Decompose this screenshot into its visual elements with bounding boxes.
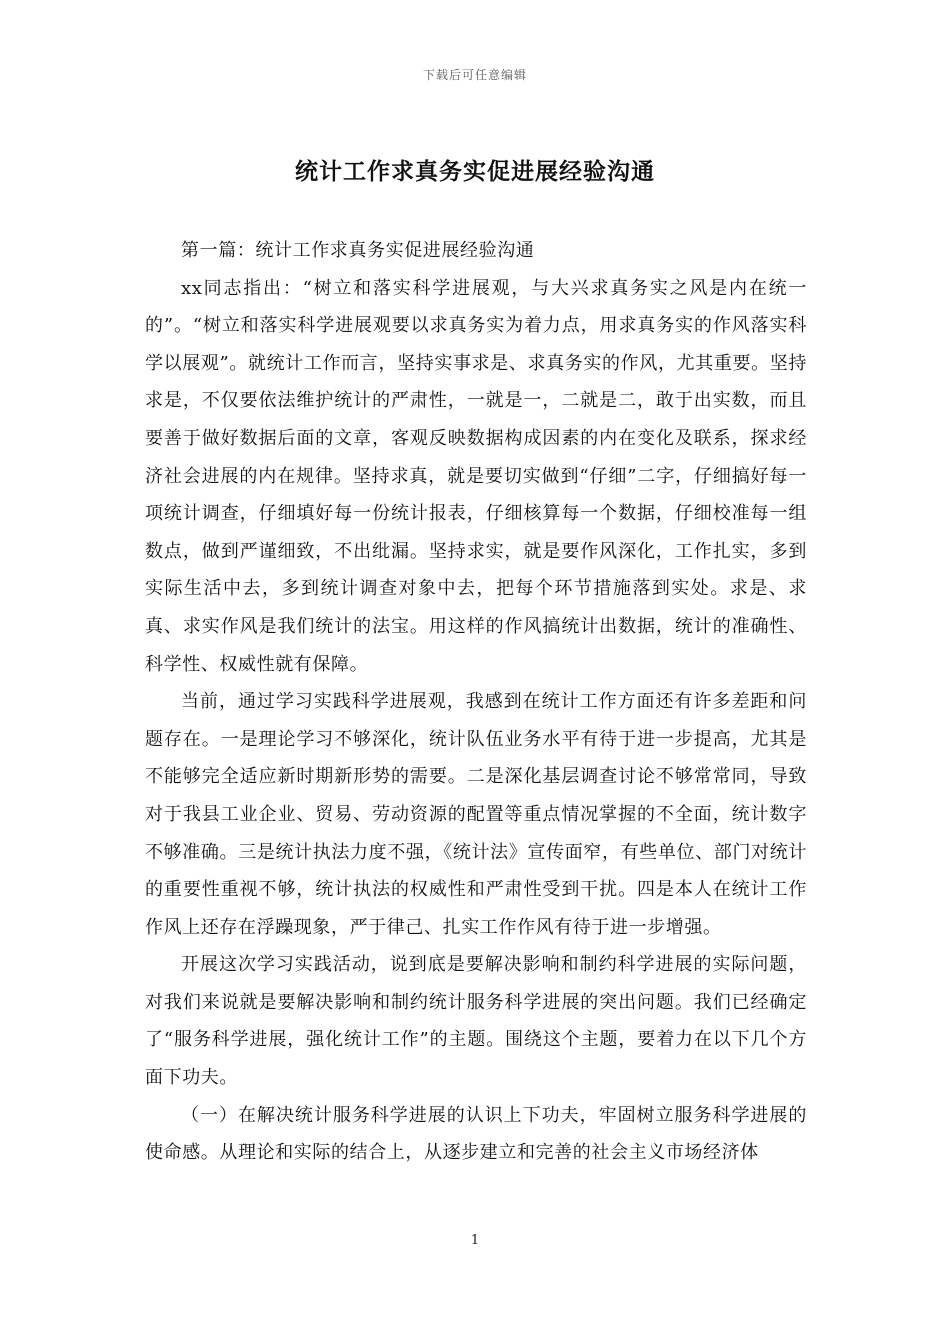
page-number: 1 — [470, 1233, 480, 1248]
document-title: 统计工作求真务实促进展经验沟通 — [295, 159, 655, 185]
paragraph: 当前，通过学习实践科学进展观，我感到在统计工作方面还有许多差距和问题存在。一是理论学习不够深化，统计队伍业务水平有待于进一步提高，尤其是不能够完全适应新时期新形势的需要。二是深化基层调查讨论不够常常同，导致对于我县工业企业、贸易、劳动资源的配置等重点情况掌握的不全面，统计数字不够准确。三是统计执法力度不强，《统计法》宣传面窄，有些单位、部门对统计的重要性重视不够，统计执法的权威性和严肃性受到干扰。四是本人在统计工作作风上还存在浮躁现象，严于律己、扎实工作作风有待于进一步增强。 — [145, 691, 807, 938]
paragraph: （一）在解决统计服务科学进展的认识上下功夫，牢固树立服务科学进展的使命感。从理论和实际的结合上，从逐步建立和完善的社会主义市场经济体 — [145, 1104, 807, 1164]
section-heading: 第一篇：统计工作求真务实促进展经验沟通 — [181, 240, 535, 261]
paragraph: 开展这次学习实践活动，说到底是要解决影响和制约科学进展的实际问题，对我们来说就是要解决影响和制约统计服务科学进展的突出问题。我们已经确定了“服务科学进展，强化统计工作”的主题。围绕这个主题，要着力在以下几个方面下功夫。 — [145, 954, 807, 1089]
header-note: 下载后可任意编辑 — [422, 68, 527, 82]
document-body — [145, 232, 807, 1172]
paragraph: xx同志指出：“树立和落实科学进展观，与大兴求真务实之风是内在统一的”。“树立和落实科学进展观要以求真务实为着力点，用求真务实的作风落实科学以展观”。就统计工作而言，坚持实事求是、求真务实的作风，尤其重要。坚持求是，不仅要依法维护统计的严肃性，一就是一，二就是二，敢于出实数，而且要善于做好数据后面的文章，客观反映数据构成因素的内在变化及联系，探求经济社会进展的内在规律。坚持求真，就是要切实做到“仔细”二字，仔细搞好每一项统计调查，仔细填好每一份统计报表，仔细核算每一个数据，仔细校准每一组数点，做到严谨细致，不出纰漏。坚持求实，就是要作风深化，工作扎实，多到实际生活中去，多到统计调查对象中去，把每个环节措施落到实处。求是、求真、求实作风是我们统计的法宝。用这样的作风搞统计出数据，统计的准确性、科学性、权威性就有保障。 — [145, 277, 807, 675]
